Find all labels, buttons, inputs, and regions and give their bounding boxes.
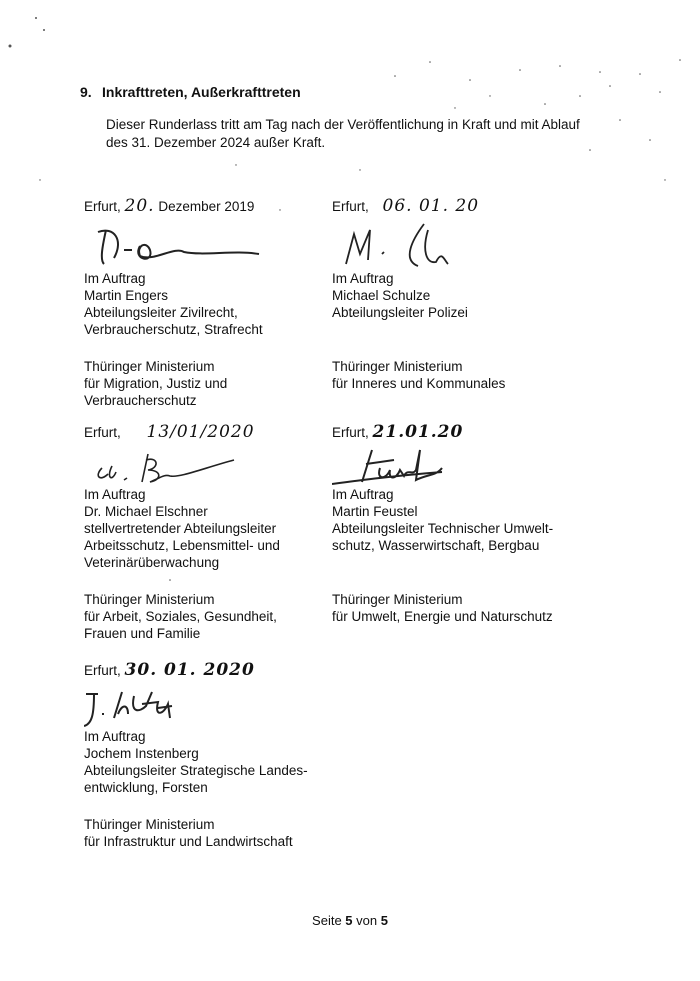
signatory-role: Veterinärüberwachung (84, 555, 220, 570)
signatory-role: entwicklung, Forsten (84, 780, 208, 795)
total-pages: 5 (380, 913, 388, 928)
handwritten-signature (332, 446, 532, 486)
page-label: Seite (312, 913, 346, 928)
ministry-line: für Umwelt, Energie und Naturschutz (332, 609, 553, 624)
handwritten-signature (332, 220, 532, 270)
signature-block-infrastructure (84, 662, 308, 850)
ministry-line: für Inneres und Kommunales (332, 376, 506, 391)
ministry-line: Thüringer Ministerium (84, 817, 215, 832)
place-label: Erfurt, (84, 199, 121, 214)
ministry-name (332, 358, 532, 392)
signatory-role: Verbraucherschutz, Strafrecht (84, 322, 263, 337)
signatory-role: Abteilungsleiter Technischer Umwelt- (332, 521, 554, 536)
signatory-role: Abteilungsleiter Strategische Landes- (84, 763, 308, 778)
place-label: Erfurt, (84, 663, 121, 678)
ministry-line: für Migration, Justiz und (84, 376, 228, 391)
signatory-role: schutz, Wasserwirtschaft, Bergbau (332, 538, 540, 553)
signatory-role: Arbeitsschutz, Lebensmittel- und (84, 538, 280, 553)
auftrag-label: Im Auftrag (84, 729, 146, 744)
signatory-name: Martin Engers (84, 288, 169, 303)
handwritten-signature (84, 684, 284, 728)
ministry-line: Thüringer Ministerium (84, 359, 215, 374)
signature-block-environment (332, 424, 553, 625)
paragraph-line: Dieser Runderlass tritt am Tag nach der Veröffentlichung in Kraft und mit Ablauf (106, 117, 580, 132)
date-line (84, 662, 308, 684)
paragraph-line: des 31. Dezember 2024 außer Kraft. (106, 135, 326, 150)
date-line (84, 198, 284, 220)
section-title: Inkrafttreten, Außerkrafttreten (102, 84, 301, 100)
current-page: 5 (345, 913, 353, 928)
signatory-name: Jochem Instenberg (84, 746, 199, 761)
handwritten-date: 06. 01. 20 (382, 196, 480, 216)
ministry-line: Thüringer Ministerium (332, 592, 463, 607)
signature-block-labour (84, 424, 284, 642)
ministry-name (84, 816, 308, 850)
date-line (84, 424, 284, 446)
page-separator: von (352, 913, 381, 928)
place-label: Erfurt, (84, 425, 121, 440)
place-label: Erfurt, (332, 199, 369, 214)
handwritten-signature (84, 220, 284, 270)
auftrag-label: Im Auftrag (332, 271, 394, 286)
signatory-name: Michael Schulze (332, 288, 431, 303)
handwritten-date: 20. (124, 196, 155, 216)
ministry-line: für Infrastruktur und Landwirtschaft (84, 834, 293, 849)
section-number: 9. (80, 84, 92, 100)
signatory-role: Abteilungsleiter Zivilrecht, (84, 305, 238, 320)
section-paragraph (106, 116, 626, 152)
ministry-line: für Arbeit, Soziales, Gesundheit, (84, 609, 277, 624)
signatory-role: stellvertretender Abteilungsleiter (84, 521, 277, 536)
signatory-role: Abteilungsleiter Polizei (332, 305, 468, 320)
date-line (332, 424, 553, 446)
auftrag-label: Im Auftrag (84, 271, 146, 286)
handwritten-signature (84, 446, 284, 486)
ministry-line: Frauen und Familie (84, 626, 201, 641)
place-label: Erfurt, (332, 425, 369, 440)
ministry-name (332, 591, 553, 625)
signature-block-interior (332, 198, 532, 392)
ministry-name (84, 591, 284, 642)
ministry-line: Verbraucherschutz (84, 393, 197, 408)
ministry-name (84, 358, 284, 409)
handwritten-date: 13/01/2020 (146, 422, 255, 442)
date-text: Dezember 2019 (158, 199, 255, 214)
signatory-name: Dr. Michael Elschner (84, 504, 208, 519)
handwritten-date: 21.01.20 (372, 422, 464, 442)
signature-block-justice (84, 198, 284, 409)
section-heading (80, 84, 301, 100)
auftrag-label: Im Auftrag (84, 487, 146, 502)
handwritten-date: 30. 01. 2020 (124, 660, 255, 680)
signatory-name: Martin Feustel (332, 504, 418, 519)
page-footer (0, 913, 700, 928)
ministry-line: Thüringer Ministerium (84, 592, 215, 607)
date-line (332, 198, 532, 220)
ministry-line: Thüringer Ministerium (332, 359, 463, 374)
auftrag-label: Im Auftrag (332, 487, 394, 502)
